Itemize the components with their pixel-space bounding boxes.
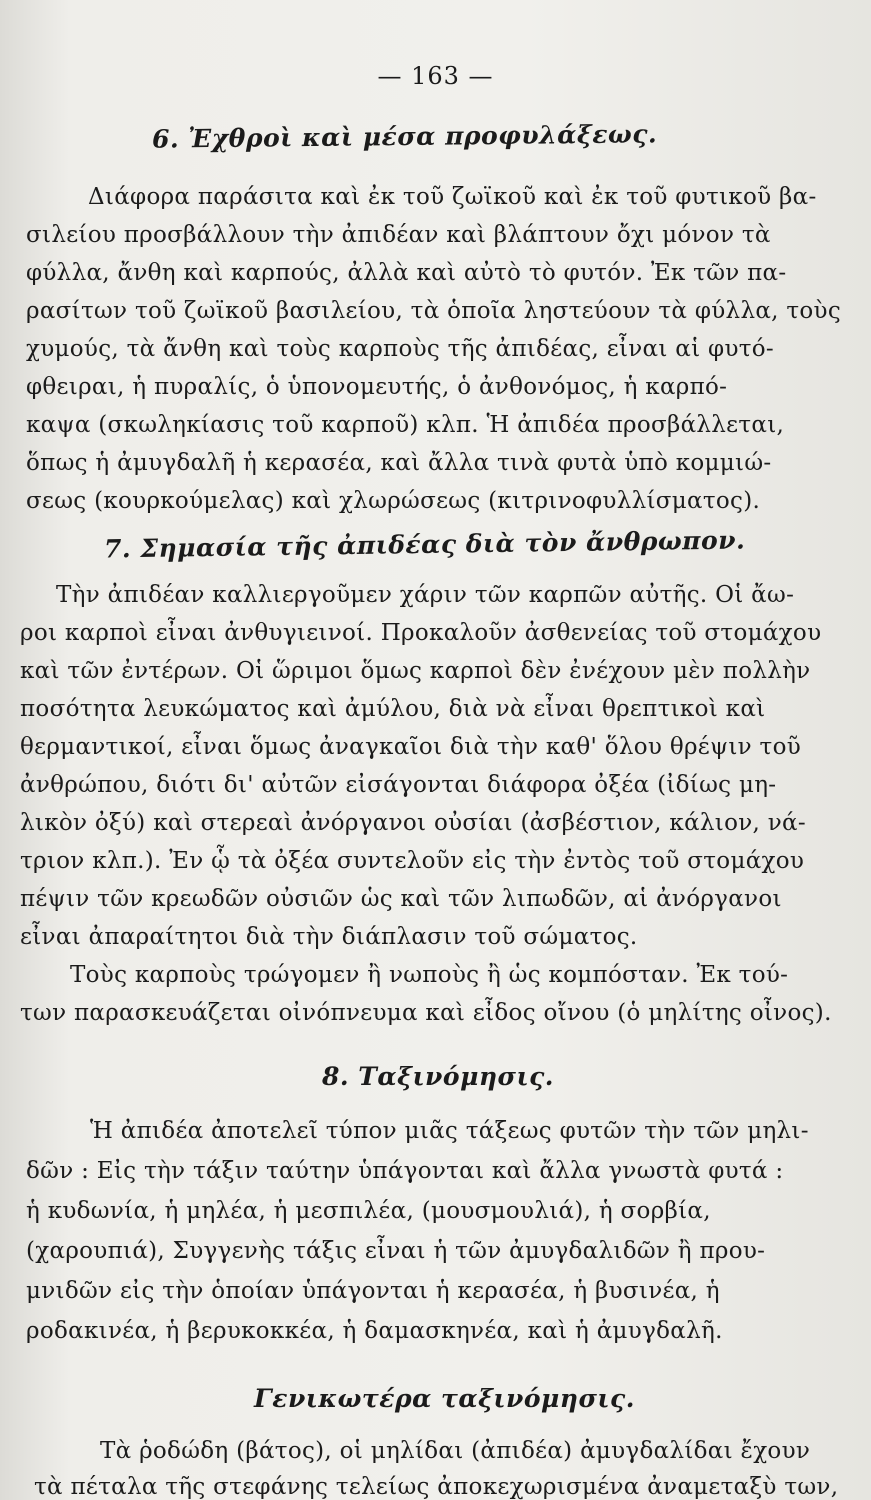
text-line: Τὴν ἀπιδέαν καλλιεργοῦμεν χάριν τῶν καρπῶν αὐτῆς. Οἱ ἄω- bbox=[56, 582, 795, 608]
text-line: Τὰ ῥοδώδη (βάτος), οἱ μηλίδαι (ἀπιδέα) ἀμυγδαλίδαι ἔχουν bbox=[100, 1438, 811, 1464]
text-line: χυμούς, τὰ ἄνθη καὶ τοὺς καρποὺς τῆς ἀπιδέας, εἶναι αἱ φυτό- bbox=[26, 336, 774, 362]
text-line: ροδακινέα, ἡ βερυκοκκέα, ἡ δαμασκηνέα, καὶ ἡ ἀμυγδαλῆ. bbox=[26, 1318, 723, 1344]
text-line: ποσότητα λευκώματος καὶ ἀμύλου, διὰ νὰ εἶναι θρεπτικοὶ καὶ bbox=[20, 696, 766, 722]
section-heading-8: 8. Ταξινόμησις. bbox=[322, 1062, 554, 1091]
text-line: τριον κλπ.). Ἐν ᾧ τὰ ὀξέα συντελοῦν εἰς τὴν ἐντὸς τοῦ στομάχου bbox=[20, 848, 805, 874]
text-line: (χαρουπιά), Συγγενὴς τάξις εἶναι ἡ τῶν ἀμυγδαλιδῶν ἢ πρου- bbox=[26, 1238, 766, 1264]
text-line: μνιδῶν εἰς τὴν ὁποίαν ὑπάγονται ἡ κερασέα, ἡ βυσινέα, ἡ bbox=[26, 1278, 720, 1304]
text-line: Διάφορα παράσιτα καὶ ἐκ τοῦ ζωϊκοῦ καὶ ἐκ τοῦ φυτικοῦ βα- bbox=[88, 184, 817, 210]
text-line: φύλλα, ἄνθη καὶ καρπούς, ἀλλὰ καὶ αὐτὸ τὸ φυτόν. Ἐκ τῶν πα- bbox=[26, 260, 787, 286]
text-line: λικὸν ὀξύ) καὶ στερεαὶ ἀνόργανοι οὐσίαι (ἀσβέστιον, κάλιον, νά- bbox=[20, 810, 806, 836]
section-heading-general: Γενικωτέρα ταξινόμησις. bbox=[254, 1384, 635, 1413]
page-number: — 163 — bbox=[377, 62, 494, 90]
text-line: ἀνθρώπου, διότι δι' αὐτῶν εἰσάγονται διάφορα ὀξέα (ἰδίως μη- bbox=[20, 772, 777, 798]
text-line: εἶναι ἀπαραίτητοι διὰ τὴν διάπλασιν τοῦ σώματος. bbox=[20, 924, 638, 950]
text-line: ροι καρποὶ εἶναι ἀνθυγιεινοί. Προκαλοῦν ἀσθενείας τοῦ στομάχου bbox=[20, 620, 822, 646]
text-line: σιλείου προσβάλλουν τὴν ἀπιδέαν καὶ βλάπτουν ὄχι μόνον τὰ bbox=[26, 222, 771, 248]
text-line: καὶ τῶν ἐντέρων. Οἱ ὥριμοι ὅμως καρποὶ δὲν ἐνέχουν μὲν πολλὴν bbox=[20, 658, 811, 684]
text-line: ρασίτων τοῦ ζωϊκοῦ βασιλείου, τὰ ὁποῖα ληστεύουν τὰ φύλλα, τοὺς bbox=[26, 298, 842, 324]
text-line: θερμαντικοί, εἶναι ὅμως ἀναγκαῖοι διὰ τὴν καθ' ὅλου θρέψιν τοῦ bbox=[20, 734, 802, 760]
text-line: τὰ πέταλα τῆς στεφάνης τελείως ἀποκεχωρισμένα ἀναμεταξὺ των, bbox=[34, 1474, 839, 1500]
section-heading-6: 6. Ἐχθροὶ καὶ μέσα προφυλάξεως. bbox=[151, 119, 658, 154]
text-line: σεως (κουρκούμελας) καὶ χλωρώσεως (κιτρινοφυλλίσματος). bbox=[26, 488, 761, 514]
text-line: δῶν : Εἰς τὴν τάξιν ταύτην ὑπάγονται καὶ ἄλλα γνωστὰ φυτά : bbox=[26, 1158, 784, 1184]
text-line: Τοὺς καρποὺς τρώγομεν ἢ νωποὺς ἢ ὡς κομπόσταν. Ἐκ τού- bbox=[70, 962, 789, 988]
text-line: καψα (σκωληκίασις τοῦ καρποῦ) κλπ. Ἡ ἀπιδέα προσβάλλεται, bbox=[26, 412, 785, 438]
text-line: φθειραι, ἡ πυραλίς, ὁ ὑπονομευτής, ὁ ἀνθονόμος, ἡ καρπό- bbox=[26, 374, 728, 400]
text-line: ὅπως ἡ ἀμυγδαλῆ ἡ κερασέα, καὶ ἄλλα τινὰ φυτὰ ὑπὸ κομμιώ- bbox=[26, 450, 772, 476]
text-line: των παρασκευάζεται οἰνόπνευμα καὶ εἶδος οἴνου (ὁ μηλίτης οἶνος). bbox=[20, 1000, 832, 1026]
text-line: Ἡ ἀπιδέα ἀποτελεῖ τύπον μιᾶς τάξεως φυτῶν τὴν τῶν μηλι- bbox=[90, 1118, 809, 1144]
text-line: πέψιν τῶν κρεωδῶν οὐσιῶν ὡς καὶ τῶν λιπωδῶν, αἱ ἀνόργανοι bbox=[20, 886, 782, 912]
text-line: ἡ κυδωνία, ἡ μηλέα, ἡ μεσπιλέα, (μουσμουλιά), ἡ σορβία, bbox=[26, 1198, 711, 1224]
section-heading-7: 7. Σημασία τῆς ἀπιδέας διὰ τὸν ἄνθρωπον. bbox=[103, 525, 746, 564]
